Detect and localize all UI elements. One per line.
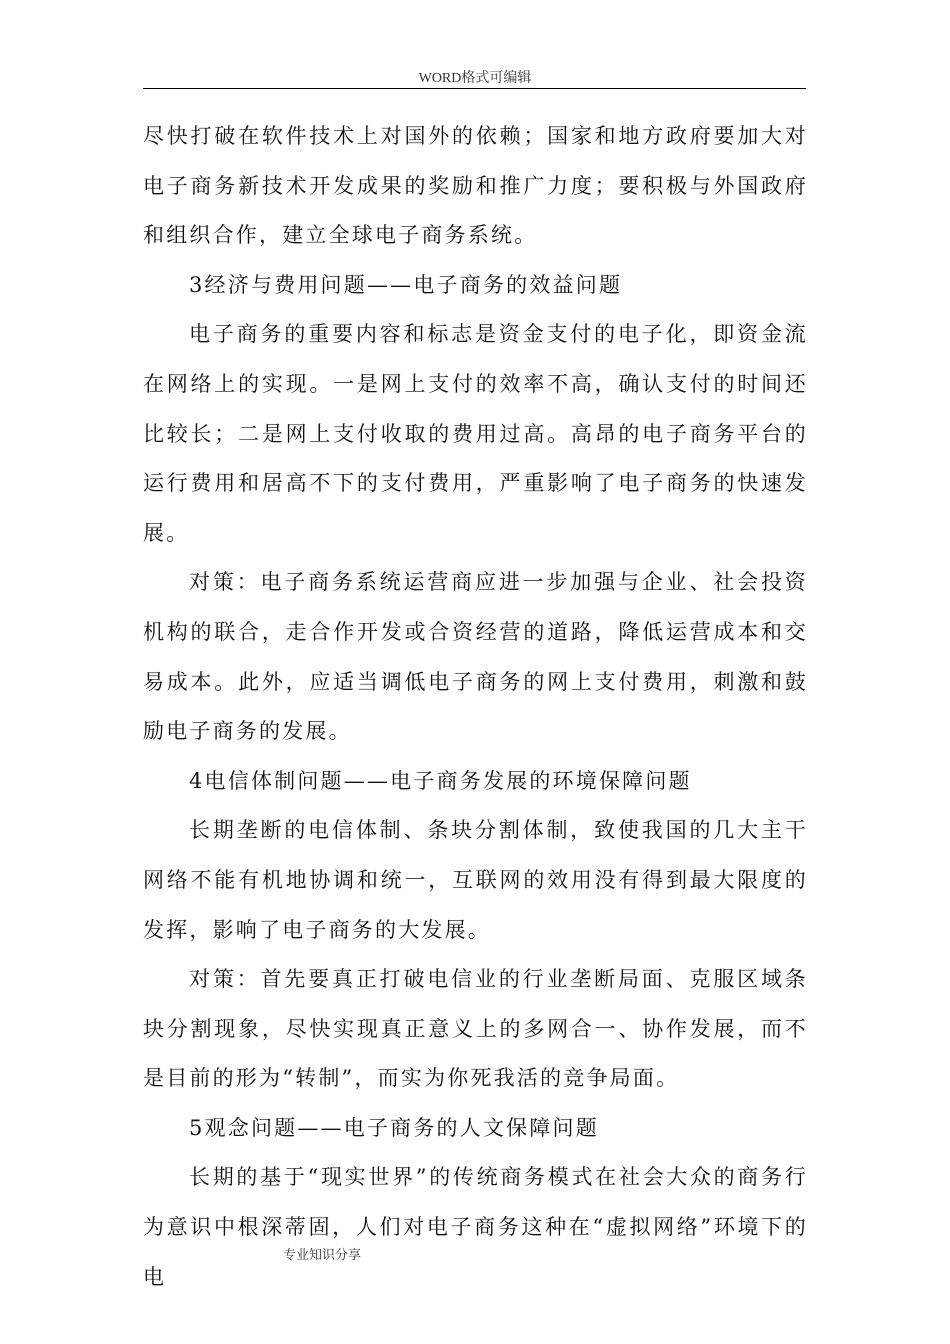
page-footer: 专业知识分享: [283, 1248, 362, 1263]
paragraph: 对策：首先要真正打破电信业的行业垄断局面、克服区域条块分割现象，尽快实现真正意义上的多网合一、协作发展，而不是目前的形为“转制”，而实为你死我活的竞争局面。: [143, 967, 808, 1091]
section-heading: 5观念问题——电子商务的人文保障问题: [189, 1115, 599, 1140]
document-body: [143, 112, 808, 1302]
paragraph: 对策：电子商务系统运营商应进一步加强与企业、社会投资机构的联合，走合作开发或合资经营的道路，降低运营成本和交易成本。此外，应适当调低电子商务的网上支付费用，刺激和鼓励电子商务的发展。: [143, 570, 808, 744]
paragraph: 电子商务的重要内容和标志是资金支付的电子化，即资金流在网络上的实现。一是网上支付的效率不高，确认支付的时间还比较长；二是网上支付收取的费用过高。高昂的电子商务平台的运行费用和居高不下的支付费用，严重影响了电子商务的快速发展。: [143, 322, 808, 545]
paragraph: 尽快打破在软件技术上对国外的依赖；国家和地方政府要加大对电子商务新技术开发成果的奖励和推广力度；要积极与外国政府和组织合作，建立全球电子商务系统。: [143, 124, 808, 248]
paragraph: 长期垄断的电信体制、条块分割体制，致使我国的几大主干网络不能有机地协调和统一，互联网的效用没有得到最大限度的发挥，影响了电子商务的大发展。: [143, 818, 808, 942]
header-divider: [143, 88, 806, 89]
paragraph: 长期的基于“现实世界”的传统商务模式在社会大众的商务行为意识中根深蒂固，人们对电子商务这种在“虚拟网络”环境下的电: [143, 1165, 808, 1289]
page-header: WORD格式可编辑: [418, 71, 532, 86]
section-heading: 4电信体制问题——电子商务发展的环境保障问题: [189, 768, 692, 793]
section-heading: 3经济与费用问题——电子商务的效益问题: [189, 272, 623, 297]
